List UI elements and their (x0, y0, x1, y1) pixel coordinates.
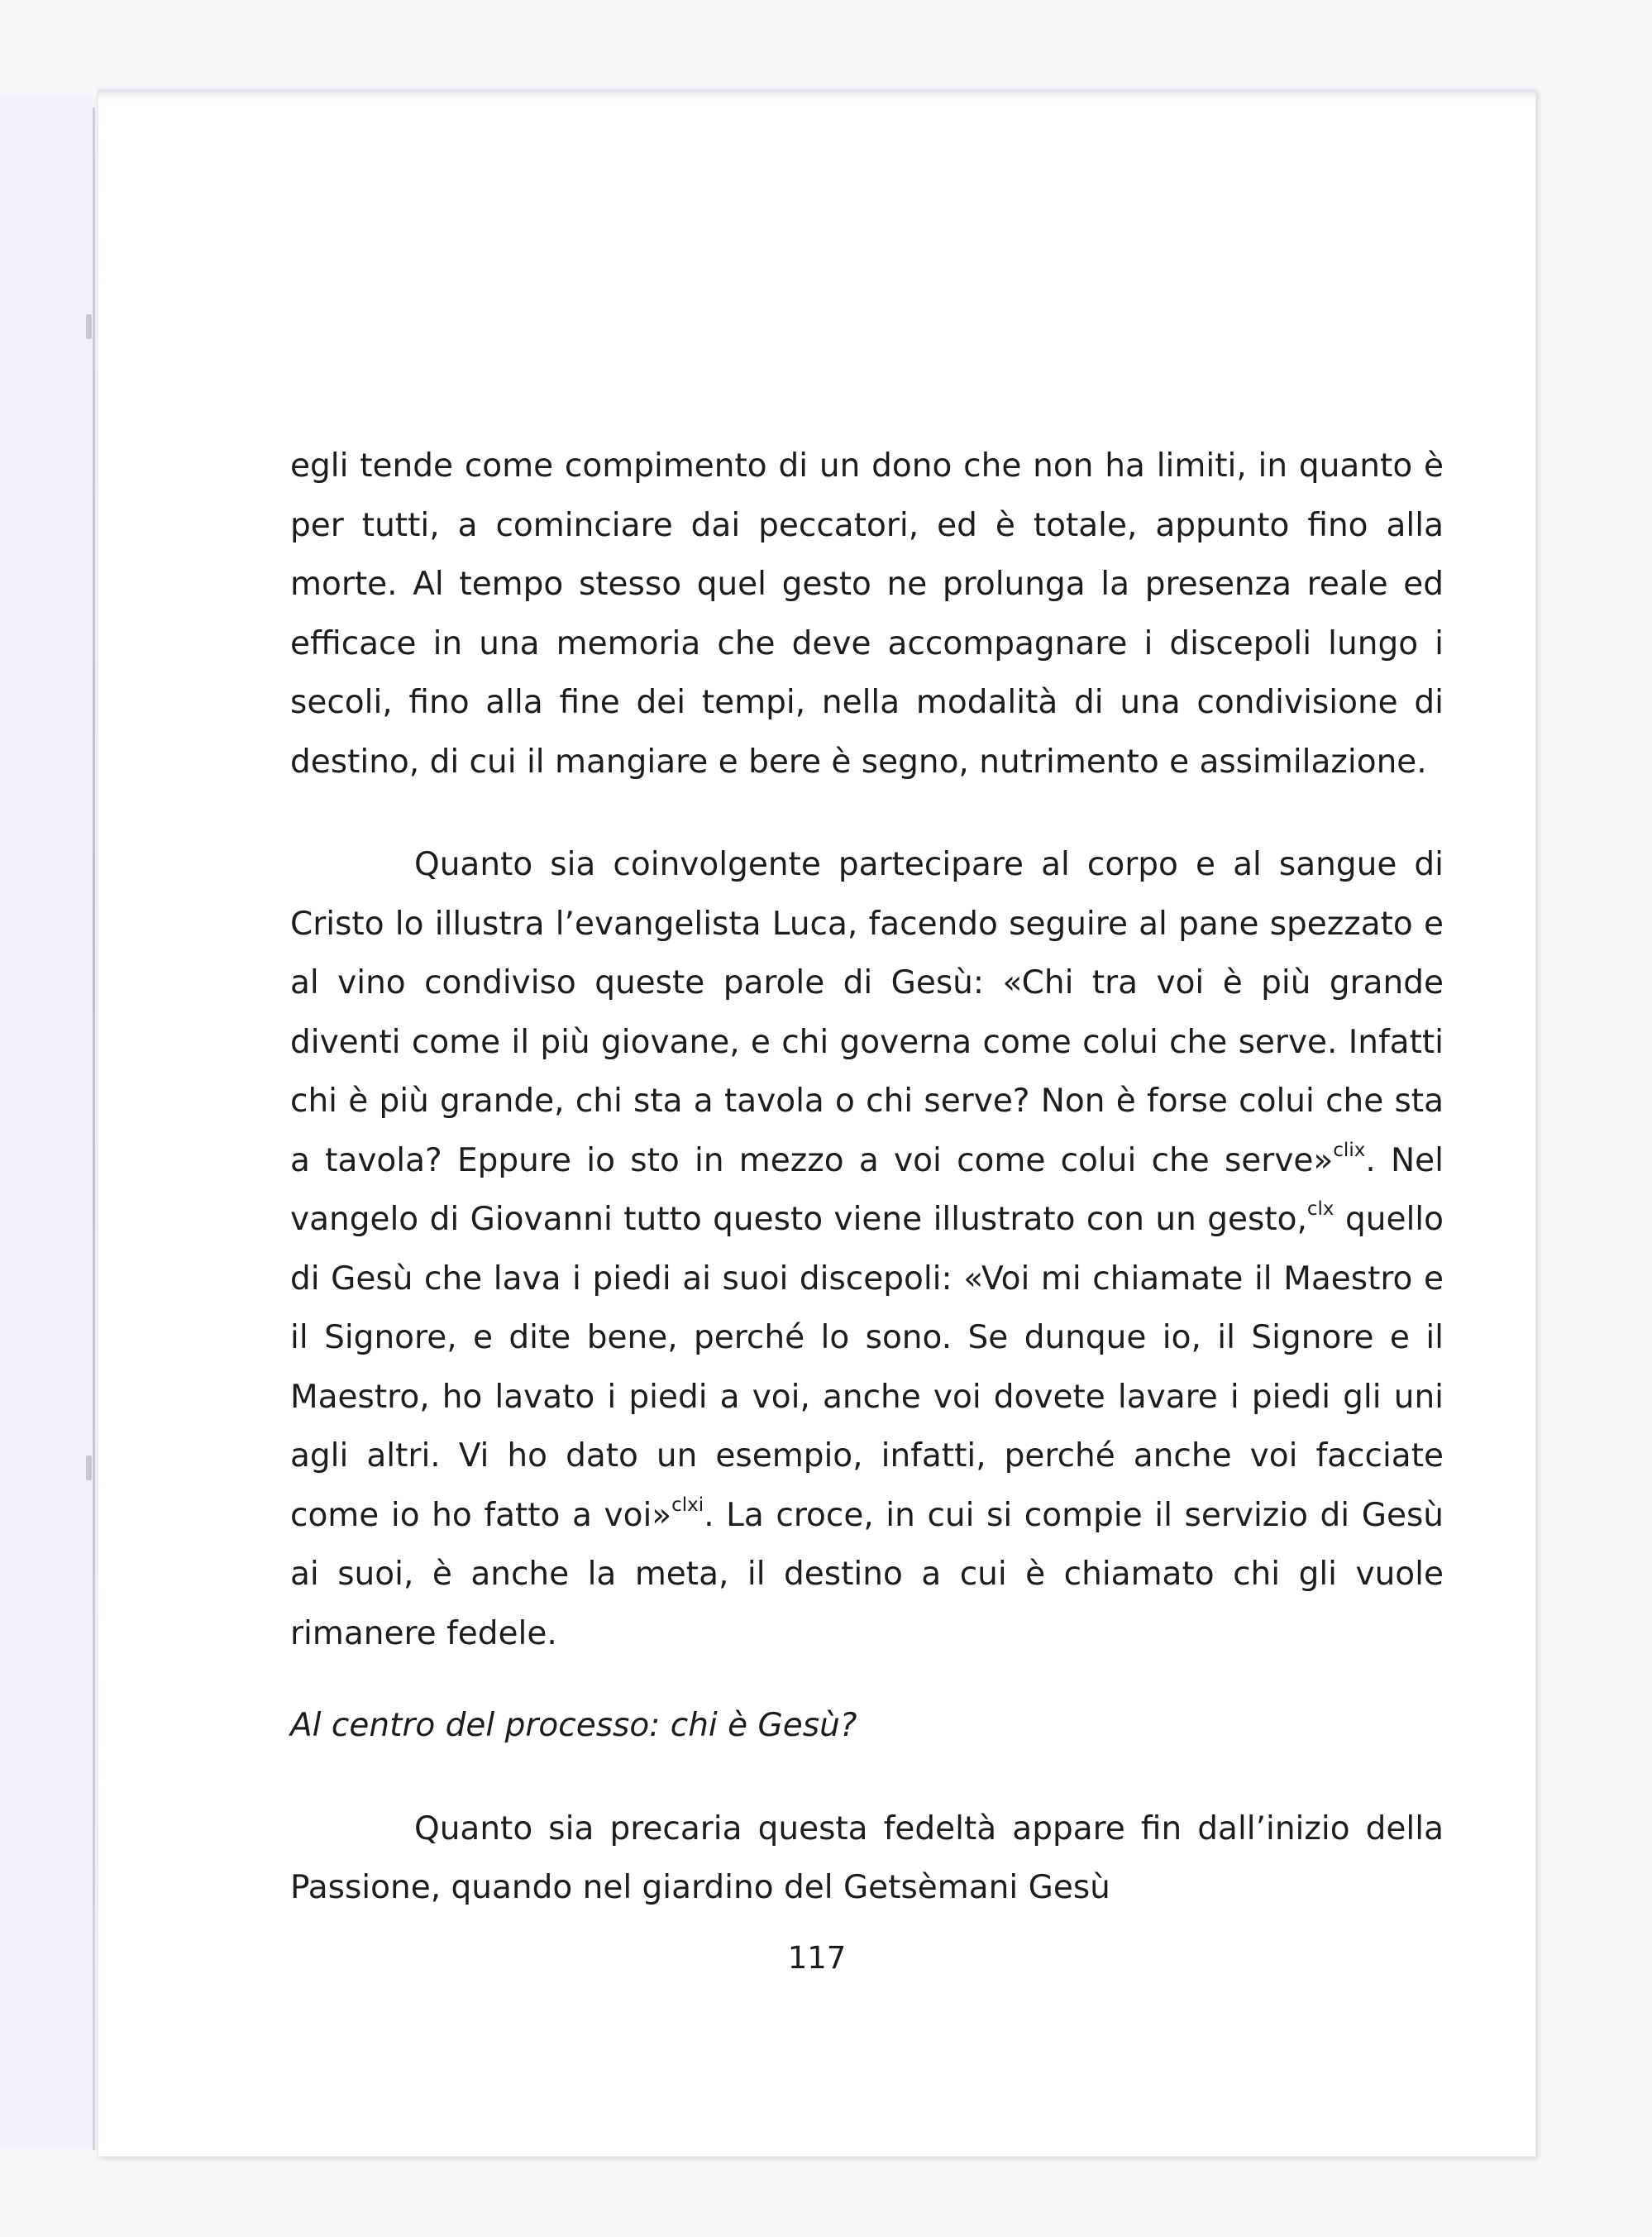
book-page (98, 89, 1536, 2157)
paragraph-text: . La croce, in cui si compie il servizio di Gesù ai suoi, è anche la meta, il destino a cui è chiamato chi gli vuole rimanere fedele. (290, 1496, 1444, 1652)
paragraph-text: Quanto sia precaria questa fedeltà appare fin dall’inizio della Passione, quando nel giardino del Getsèmani Gesù (290, 1809, 1444, 1906)
book-spine (93, 108, 95, 2150)
paragraph-text: quello di Gesù che lava i piedi ai suoi discepoli: «Voi mi chiamate il Maestro e il Signore, e dite bene, perché lo sono. Se dunque io, il Signore e il Maestro, ho lavato i piedi a voi, anche voi dovete lavare i piedi gli uni agli altri. Vi ho dato un esempio, infatti, perché anche voi facciate come io ho fatto a voi» (290, 1201, 1444, 1534)
paragraph-text: Quanto sia coinvolgente partecipare al corpo e al sangue di Cristo lo illustra l’evangelista Luca, facendo seguire al pane spezzato e al vino condiviso queste parole di Gesù: «Chi tra voi è più grande diventi come il più giovane, e chi governa come colui che serve. Infatti chi è più grande, chi sta a tavola o chi serve? Non è forse colui che sta a tavola? Eppure io sto in mezzo a voi come colui che serve» (290, 846, 1444, 1179)
binding-mark (86, 1455, 92, 1480)
page-number: 117 (787, 1940, 847, 1976)
footnote-ref: clix (1333, 1139, 1366, 1161)
paragraph-2 (290, 835, 1444, 1663)
previous-page-edge (0, 98, 101, 2149)
binding-mark (86, 314, 92, 339)
paragraph-text: egli tende come compimento di un dono che non ha limiti, in quanto è per tutti, a cominciare dai peccatori, ed è totale, appunto fino alla morte. Al tempo stesso quel gesto ne prolunga la presenza reale ed efficace in una memoria che deve accompagnare i discepoli lungo i secoli, fino alla fine dei tempi, nella modalità di una condivisione di destino, di cui il mangiare e bere è segno, nutrimento e assimilazione. (290, 447, 1444, 781)
body-text (290, 437, 1444, 1918)
page-top-shadow (98, 89, 1536, 101)
footnote-ref: clx (1306, 1198, 1334, 1220)
paragraph-1 (290, 437, 1444, 791)
footnote-ref: clxi (671, 1494, 704, 1516)
paragraph-3 (290, 1800, 1444, 1918)
section-heading: Al centro del processo: chi è Gesù? (290, 1707, 857, 1744)
paragraph-text: . Nel vangelo di Giovanni tutto questo viene illustrato con un gesto, (290, 1141, 1444, 1238)
